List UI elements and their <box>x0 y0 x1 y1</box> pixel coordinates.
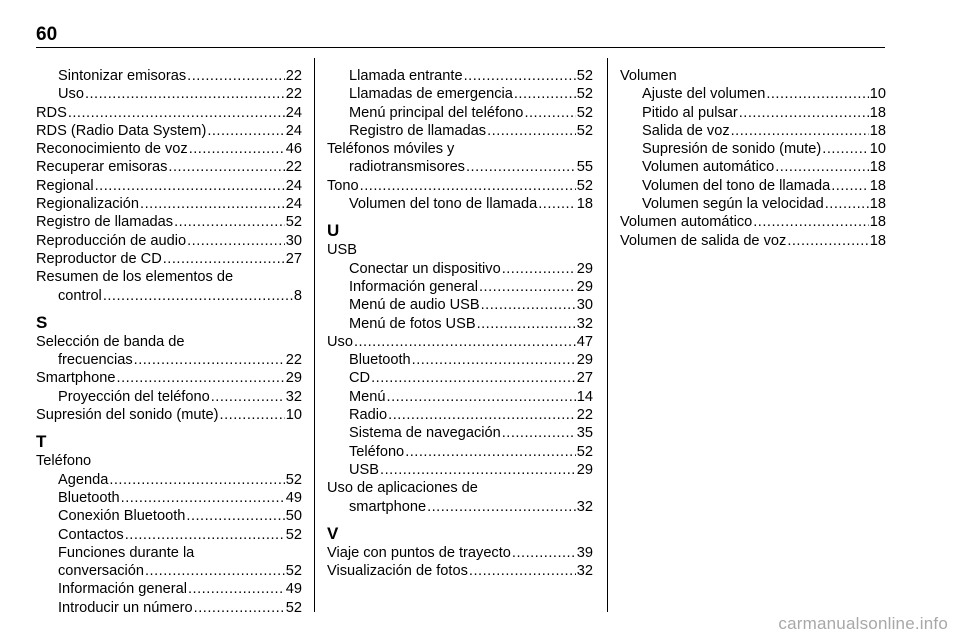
entry-label: Proyección del teléfono <box>58 388 210 405</box>
index-subentry[interactable] <box>327 351 593 369</box>
index-subentry[interactable] <box>327 67 593 85</box>
entry-label: Ajuste del volumen <box>642 86 766 103</box>
entry-page-number: 52 <box>285 471 302 488</box>
entry-page-number: 32 <box>576 498 593 515</box>
index-entry[interactable] <box>36 158 302 176</box>
index-subentry[interactable] <box>620 104 886 122</box>
entry-label: Tono <box>327 177 359 194</box>
index-column-1 <box>36 67 302 617</box>
entry-label: Visualización de fotos <box>327 563 468 580</box>
entry-page-number: 29 <box>576 260 593 277</box>
dot-leader <box>469 562 576 580</box>
entry-label: Volumen de salida de voz <box>620 232 787 249</box>
entry-page-number: 18 <box>869 177 886 194</box>
entry-label: RDS <box>36 104 67 121</box>
entry-label: Menú de audio USB <box>349 297 480 314</box>
entry-page-number: 46 <box>285 141 302 158</box>
index-subentry[interactable] <box>327 122 593 140</box>
index-entry-heading: Selección de banda de <box>36 333 185 350</box>
entry-label: Contactos <box>58 526 124 543</box>
entry-page-number: 24 <box>285 122 302 139</box>
entry-page-number: 49 <box>285 581 302 598</box>
entry-label: Introducir un número <box>58 599 193 616</box>
index-subentry[interactable] <box>620 122 886 140</box>
index-entry[interactable] <box>327 562 593 580</box>
page-number: 60 <box>36 24 58 45</box>
dot-leader <box>481 296 576 314</box>
entry-label: Uso <box>58 86 84 103</box>
index-subentry[interactable] <box>36 489 302 507</box>
dot-leader <box>188 580 285 598</box>
entry-page-number: 55 <box>576 159 593 176</box>
index-subentry[interactable] <box>327 406 593 424</box>
dot-leader <box>427 498 576 516</box>
dot-leader <box>831 177 869 195</box>
entry-label: Recuperar emisoras <box>36 159 168 176</box>
index-subentry[interactable] <box>327 424 593 442</box>
dot-leader <box>211 388 285 406</box>
index-subentry[interactable] <box>36 471 302 489</box>
entry-label: Sistema de navegación <box>349 425 501 442</box>
dot-leader <box>380 461 576 479</box>
dot-leader <box>538 195 576 213</box>
index-subentry[interactable] <box>327 278 593 296</box>
dot-leader <box>140 195 285 213</box>
entry-page-number: 52 <box>576 177 593 194</box>
entry-page-number: 52 <box>285 214 302 231</box>
entry-page-number: 52 <box>576 104 593 121</box>
index-subentry[interactable] <box>327 195 593 213</box>
entry-page-number: 32 <box>285 388 302 405</box>
index-subentry[interactable] <box>327 315 593 333</box>
entry-label: Sintonizar emisoras <box>58 68 187 84</box>
entry-label: Conexión Bluetooth <box>58 508 186 525</box>
index-entry[interactable] <box>36 195 302 213</box>
index-column-2 <box>327 67 593 580</box>
entry-label: Reconocimiento de voz <box>36 141 188 158</box>
dot-leader <box>220 406 285 424</box>
index-entry[interactable] <box>620 232 886 250</box>
index-subentry[interactable] <box>327 461 593 479</box>
entry-label: Menú de fotos USB <box>349 315 476 332</box>
index-subentry[interactable] <box>36 388 302 406</box>
entry-page-number: 32 <box>576 563 593 580</box>
index-subentry[interactable] <box>620 177 886 195</box>
entry-page-number: 14 <box>576 388 593 405</box>
index-subentry[interactable] <box>327 369 593 387</box>
entry-label: Reproductor de CD <box>36 250 162 267</box>
entry-label: Información general <box>58 581 187 598</box>
index-entry[interactable] <box>36 122 302 140</box>
entry-label: Información general <box>349 278 478 295</box>
index-subentry[interactable] <box>620 85 886 103</box>
header-rule <box>36 47 885 48</box>
entry-label: Smartphone <box>36 370 116 387</box>
entry-label: Regional <box>36 177 94 194</box>
dot-leader <box>186 507 284 525</box>
entry-label: Pitido al pulsar <box>642 104 738 121</box>
entry-label: Viaje con puntos de trayecto <box>327 544 511 561</box>
dot-leader <box>512 544 576 562</box>
entry-label: Agenda <box>58 471 109 488</box>
entry-page-number: 10 <box>869 141 886 158</box>
index-subentry[interactable] <box>327 158 593 176</box>
dot-leader <box>194 599 285 617</box>
section-letter: U <box>327 221 340 241</box>
index-entry[interactable] <box>36 104 302 122</box>
dot-leader <box>207 122 284 140</box>
entry-label: Bluetooth <box>349 352 411 369</box>
dot-leader <box>753 213 869 231</box>
entry-page-number: 35 <box>576 425 593 442</box>
entry-page-number: 18 <box>869 104 886 121</box>
dot-leader <box>371 369 576 387</box>
entry-label: Supresión del sonido (mute) <box>36 407 219 424</box>
index-subentry[interactable] <box>327 85 593 103</box>
entry-page-number: 52 <box>285 526 302 543</box>
entry-page-number: 22 <box>285 68 302 84</box>
dot-leader <box>125 526 285 544</box>
dot-leader <box>739 104 869 122</box>
index-subentry[interactable] <box>36 67 302 85</box>
dot-leader <box>187 67 285 85</box>
dot-leader <box>360 177 576 195</box>
entry-page-number: 52 <box>285 599 302 616</box>
entry-page-number: 24 <box>285 177 302 194</box>
dot-leader <box>825 195 869 213</box>
index-subentry[interactable] <box>36 580 302 598</box>
entry-label: smartphone <box>349 498 427 515</box>
entry-page-number: 52 <box>576 86 593 103</box>
index-subentry[interactable] <box>36 351 302 369</box>
entry-label: Conectar un dispositivo <box>349 260 501 277</box>
entry-page-number: 29 <box>576 461 593 478</box>
index-subentry[interactable] <box>36 599 302 617</box>
entry-page-number: 18 <box>869 214 886 231</box>
index-entry-heading: USB <box>327 242 358 259</box>
entry-page-number: 18 <box>869 122 886 139</box>
entry-page-number: 29 <box>576 278 593 295</box>
index-entry[interactable] <box>36 140 302 158</box>
dot-leader <box>479 278 576 296</box>
column-divider <box>314 58 315 612</box>
dot-leader <box>766 85 868 103</box>
dot-leader <box>405 443 576 461</box>
index-subentry-heading: Funciones durante la <box>58 544 195 561</box>
entry-label: Reproducción de audio <box>36 232 187 249</box>
entry-page-number: 30 <box>576 297 593 314</box>
dot-leader <box>103 287 293 305</box>
watermark: carmanualsonline.info <box>778 614 948 633</box>
dot-leader <box>502 260 576 278</box>
index-subentry[interactable] <box>620 195 886 213</box>
index-subentry[interactable] <box>36 562 302 580</box>
dot-leader <box>354 333 576 351</box>
index-entry-heading: Volumen <box>620 68 677 84</box>
entry-label: Volumen del tono de llamada <box>642 177 831 194</box>
index-subentry[interactable] <box>36 507 302 525</box>
dot-leader <box>68 104 285 122</box>
entry-page-number: 52 <box>285 563 302 580</box>
dot-leader <box>117 369 285 387</box>
index-entry[interactable] <box>327 177 593 195</box>
entry-page-number: 27 <box>285 250 302 267</box>
entry-label: radiotransmisores <box>349 159 465 176</box>
entry-label: Regionalización <box>36 196 140 213</box>
entry-label: Llamadas de emergencia <box>349 86 513 103</box>
section-letter: S <box>36 312 48 332</box>
entry-label: Teléfono <box>349 443 405 460</box>
index-subentry[interactable] <box>327 443 593 461</box>
entry-label: Volumen del tono de llamada <box>349 196 538 213</box>
dot-leader <box>487 122 576 140</box>
entry-page-number: 24 <box>285 196 302 213</box>
entry-label: RDS (Radio Data System) <box>36 122 207 139</box>
entry-label: conversación <box>58 563 144 580</box>
dot-leader <box>134 351 285 369</box>
dot-leader <box>387 388 576 406</box>
entry-page-number: 10 <box>285 407 302 424</box>
entry-label: Menú principal del teléfono <box>349 104 524 121</box>
dot-leader <box>168 158 284 176</box>
dot-leader <box>514 85 576 103</box>
dot-leader <box>464 67 576 85</box>
entry-label: USB <box>349 461 380 478</box>
entry-page-number: 29 <box>576 352 593 369</box>
index-subentry[interactable] <box>36 85 302 103</box>
entry-page-number: 30 <box>285 232 302 249</box>
entry-label: CD <box>349 370 371 387</box>
entry-page-number: 22 <box>285 352 302 369</box>
dot-leader <box>775 158 869 176</box>
index-entry-heading: Uso de aplicaciones de <box>327 480 478 497</box>
dot-leader <box>85 85 285 103</box>
entry-page-number: 32 <box>576 315 593 332</box>
index-entry[interactable] <box>327 544 593 562</box>
index-entry-heading: Resumen de los elementos de <box>36 269 234 286</box>
entry-page-number: 39 <box>576 544 593 561</box>
dot-leader <box>822 140 868 158</box>
dot-leader <box>189 140 285 158</box>
dot-leader <box>477 315 576 333</box>
index-entry[interactable] <box>36 213 302 231</box>
entry-page-number: 18 <box>869 232 886 249</box>
entry-label: Registro de llamadas <box>36 214 174 231</box>
index-entry[interactable] <box>620 213 886 231</box>
dot-leader <box>121 489 285 507</box>
entry-page-number: 18 <box>576 196 593 213</box>
index-subentry[interactable] <box>327 296 593 314</box>
entry-label: Volumen según la velocidad <box>642 196 824 213</box>
entry-page-number: 49 <box>285 489 302 506</box>
entry-label: Uso <box>327 333 353 350</box>
entry-label: Bluetooth <box>58 489 120 506</box>
index-entry[interactable] <box>36 406 302 424</box>
index-subentry[interactable] <box>620 158 886 176</box>
dot-leader <box>145 562 285 580</box>
dot-leader <box>388 406 576 424</box>
dot-leader <box>109 471 284 489</box>
entry-label: Registro de llamadas <box>349 122 487 139</box>
index-entry[interactable] <box>327 333 593 351</box>
entry-page-number: 52 <box>576 122 593 139</box>
entry-page-number: 52 <box>576 443 593 460</box>
index-subentry[interactable] <box>327 498 593 516</box>
dot-leader <box>174 213 285 231</box>
entry-label: Volumen automático <box>642 159 775 176</box>
entry-label: control <box>58 287 102 304</box>
entry-label: Radio <box>349 407 388 424</box>
index-entry-heading: Teléfono <box>36 453 92 470</box>
index-entry[interactable] <box>36 177 302 195</box>
index-entry[interactable] <box>36 232 302 250</box>
entry-page-number: 29 <box>285 370 302 387</box>
entry-page-number: 10 <box>869 86 886 103</box>
dot-leader <box>466 158 576 176</box>
entry-page-number: 18 <box>869 159 886 176</box>
dot-leader <box>731 122 869 140</box>
entry-label: Salida de voz <box>642 122 730 139</box>
entry-page-number: 22 <box>285 159 302 176</box>
entry-page-number: 52 <box>576 68 593 84</box>
entry-label: Llamada entrante <box>349 68 463 84</box>
entry-label: Menú <box>349 388 386 405</box>
index-subentry[interactable] <box>36 287 302 305</box>
dot-leader <box>524 104 575 122</box>
index-subentry[interactable] <box>327 260 593 278</box>
index-subentry[interactable] <box>327 388 593 406</box>
entry-page-number: 22 <box>576 407 593 424</box>
entry-page-number: 8 <box>293 287 302 304</box>
index-subentry[interactable] <box>620 140 886 158</box>
index-entry[interactable] <box>36 369 302 387</box>
dot-leader <box>163 250 285 268</box>
dot-leader <box>187 232 285 250</box>
dot-leader <box>787 232 868 250</box>
entry-label: frecuencias <box>58 352 133 369</box>
entry-label: Supresión de sonido (mute) <box>642 141 822 158</box>
index-column-3 <box>620 67 886 250</box>
section-letter: T <box>36 432 47 452</box>
index-entry-heading: Teléfonos móviles y <box>327 141 455 158</box>
entry-label: Volumen automático <box>620 214 753 231</box>
section-letter: V <box>327 523 339 543</box>
entry-page-number: 50 <box>285 508 302 525</box>
entry-page-number: 24 <box>285 104 302 121</box>
index-entry[interactable] <box>36 250 302 268</box>
index-subentry[interactable] <box>36 526 302 544</box>
column-divider <box>607 58 608 612</box>
dot-leader <box>95 177 285 195</box>
dot-leader <box>502 424 576 442</box>
entry-page-number: 18 <box>869 196 886 213</box>
index-subentry[interactable] <box>327 104 593 122</box>
entry-page-number: 47 <box>576 333 593 350</box>
entry-page-number: 22 <box>285 86 302 103</box>
entry-page-number: 27 <box>576 370 593 387</box>
dot-leader <box>412 351 576 369</box>
